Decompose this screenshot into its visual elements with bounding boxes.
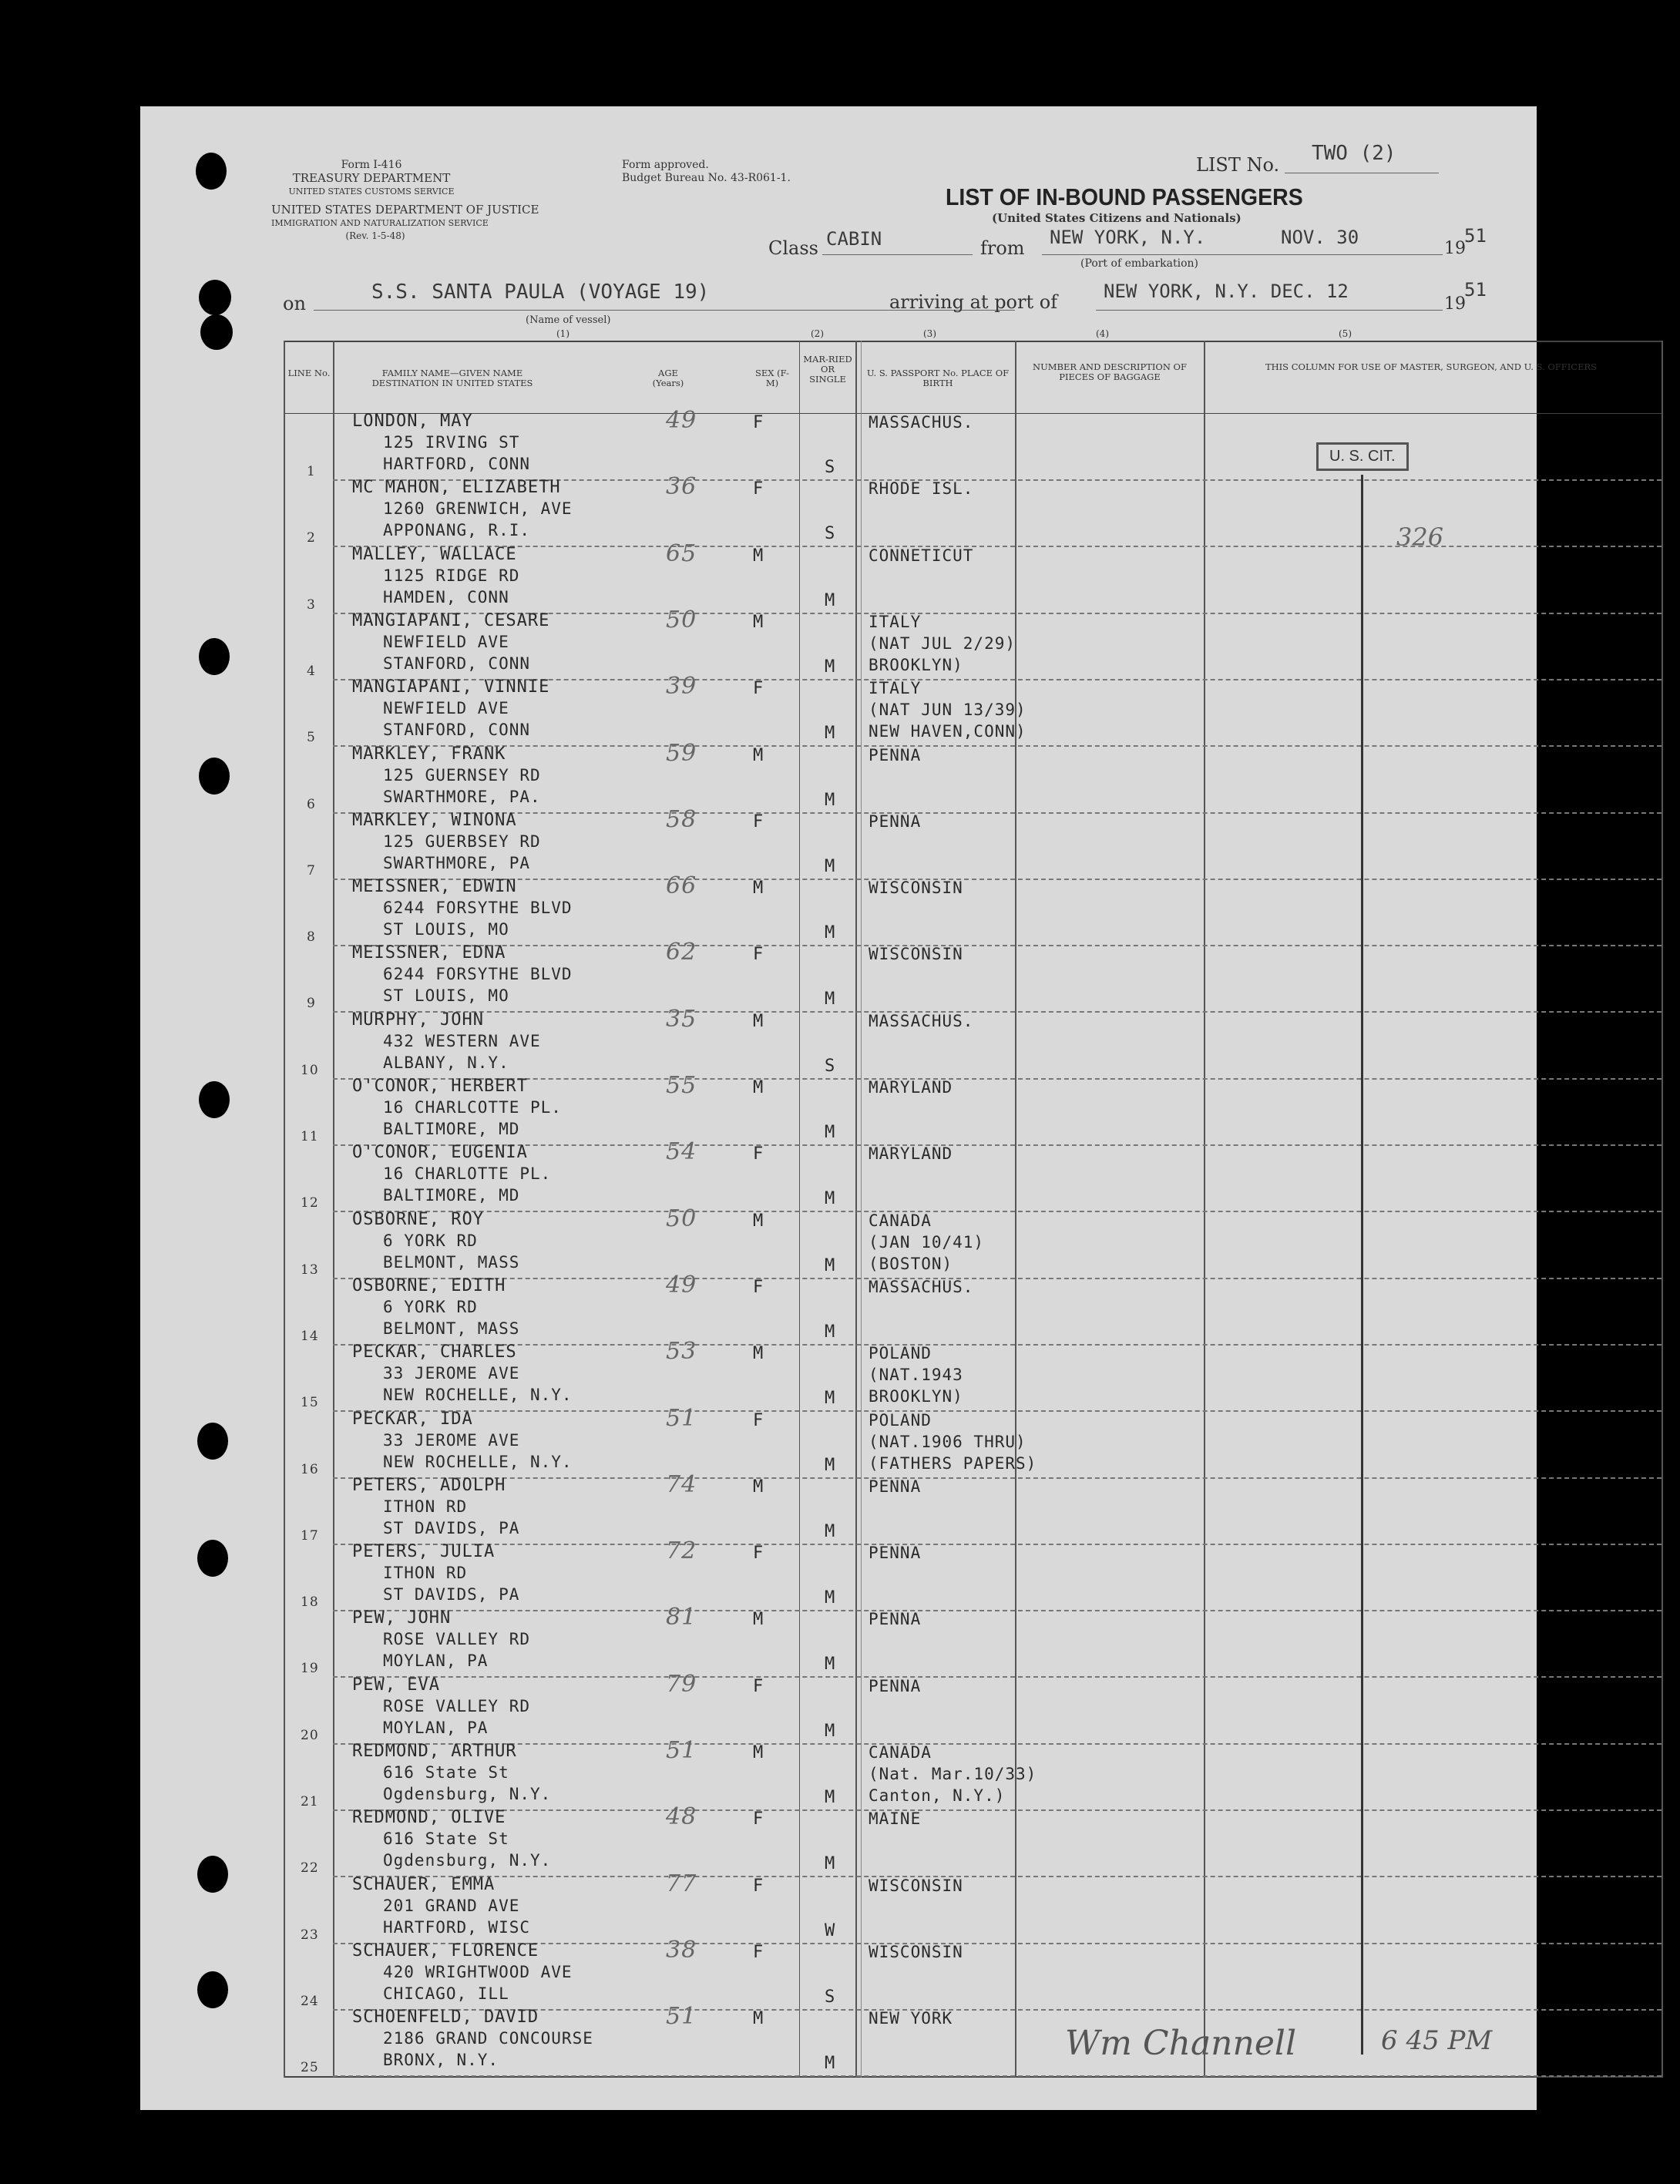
place-of-birth: NEW YORK xyxy=(869,2009,953,2028)
marital-status: M xyxy=(825,1655,836,1675)
table-row xyxy=(140,2003,1537,2077)
place-of-birth: (BOSTON) xyxy=(869,1254,953,1273)
vessel-name: S.S. SANTA PAULA (VOYAGE 19) xyxy=(371,281,710,304)
binder-hole xyxy=(196,153,227,190)
place-of-birth: WISCONSIN xyxy=(869,1942,963,1961)
from-year-prefix: 19 xyxy=(1444,239,1466,258)
passenger-sex: M xyxy=(753,1477,764,1497)
passenger-sex: M xyxy=(753,1078,764,1097)
place-of-birth: MASSACHUS. xyxy=(869,1011,974,1030)
passenger-sex: F xyxy=(753,1942,764,1962)
line-number: 9 xyxy=(307,996,316,1012)
passenger-city: STANFORD, CONN xyxy=(383,654,531,673)
marital-status: M xyxy=(825,990,836,1010)
place-of-birth: POLAND xyxy=(869,1344,932,1363)
marital-status: M xyxy=(825,790,836,810)
table-row xyxy=(140,1138,1537,1212)
binder-hole xyxy=(200,314,233,350)
passenger-name: REDMOND, ARTHUR xyxy=(352,1742,517,1761)
passenger-city: BALTIMORE, MD xyxy=(383,1120,520,1138)
passenger-address: 16 CHARLOTTE PL. xyxy=(383,1164,552,1184)
passenger-sex: M xyxy=(753,1011,764,1031)
place-of-birth: MARYLAND xyxy=(869,1144,953,1164)
passenger-address: 33 JEROME AVE xyxy=(383,1364,520,1383)
place-of-birth: ITALY xyxy=(869,612,922,631)
passenger-name: MEISSNER, EDNA xyxy=(352,943,506,963)
marital-status: M xyxy=(825,1389,836,1409)
passenger-sex: F xyxy=(753,1676,764,1696)
line-number: 15 xyxy=(301,1395,319,1411)
passenger-sex: F xyxy=(753,1876,764,1896)
marital-status: M xyxy=(825,1255,836,1275)
marital-status: W xyxy=(825,1920,836,1940)
line-number: 18 xyxy=(301,1594,319,1611)
marital-status: M xyxy=(825,657,836,677)
place-of-birth: WISCONSIN xyxy=(869,879,963,898)
line-number: 23 xyxy=(301,1927,319,1943)
place-of-birth: WISCONSIN xyxy=(869,945,963,964)
passenger-city: ALBANY, N.Y. xyxy=(383,1053,509,1072)
passenger-city: BELMONT, MASS xyxy=(383,1319,520,1338)
marital-status: S xyxy=(825,1987,836,2007)
line-number: 1 xyxy=(307,464,316,479)
marital-status: M xyxy=(825,856,836,876)
header-baggage: NUMBER AND DESCRIPTION OF PIECES OF BAGGAGE xyxy=(1033,361,1187,382)
header-passport: U. S. PASSPORT No. PLACE OF BIRTH xyxy=(866,368,1010,388)
table-row xyxy=(140,1470,1537,1545)
line-number: 25 xyxy=(301,2060,319,2076)
passenger-sex: F xyxy=(753,413,764,432)
passenger-age: 79 xyxy=(666,1670,697,1698)
marital-status: M xyxy=(825,1854,836,1874)
from-date: NOV. 30 xyxy=(1281,227,1359,248)
arrival-underline xyxy=(1096,310,1443,311)
line-number: 3 xyxy=(307,596,316,613)
passenger-city: NEW ROCHELLE, N.Y. xyxy=(383,1452,573,1471)
passenger-address: 616 State St xyxy=(383,1763,509,1782)
marital-status: M xyxy=(825,1189,836,1209)
place-of-birth: (NAT.1943 xyxy=(869,1366,963,1385)
form-header-left xyxy=(279,159,464,198)
passenger-city: SWARTHMORE, PA. xyxy=(383,787,541,806)
list-no-value: TWO (2) xyxy=(1312,142,1396,165)
passenger-city: Ogdensburg, N.Y. xyxy=(383,1851,552,1870)
line-number: 2 xyxy=(307,530,316,546)
passenger-sex: M xyxy=(753,745,764,765)
form-header-left-2 xyxy=(271,203,539,243)
place-of-birth: POLAND xyxy=(869,1410,932,1430)
passenger-age: 48 xyxy=(666,1803,697,1831)
table-row xyxy=(140,1005,1537,1080)
budget-text: Budget Bureau No. 43-R061-1. xyxy=(622,172,791,184)
table-row xyxy=(140,805,1537,880)
passenger-name: SCHAUER, FLORENCE xyxy=(352,1940,539,1961)
passenger-age: 49 xyxy=(666,1271,697,1299)
passenger-age: 49 xyxy=(666,407,697,434)
marital-status: M xyxy=(825,1322,836,1342)
passenger-city: ST LOUIS, MO xyxy=(383,920,509,939)
passenger-city: STANFORD, CONN xyxy=(383,721,531,740)
line-number: 17 xyxy=(301,1527,319,1544)
passenger-name: PECKAR, IDA xyxy=(352,1409,473,1429)
colnum-5: (5) xyxy=(1339,328,1352,339)
passenger-sex: F xyxy=(753,1277,764,1297)
passenger-name: MEISSNER, EDWIN xyxy=(352,877,517,897)
passenger-age: 53 xyxy=(666,1338,697,1366)
table-row xyxy=(140,1271,1537,1346)
arrival-port: NEW YORK, N.Y. DEC. 12 xyxy=(1104,281,1349,302)
passenger-name: PEW, JOHN xyxy=(352,1608,452,1628)
passenger-age: 51 xyxy=(666,2003,697,2031)
passenger-city: HARTFORD, WISC xyxy=(383,1917,531,1937)
passenger-age: 35 xyxy=(666,1005,697,1033)
passenger-city: BELMONT, MASS xyxy=(383,1252,520,1272)
passenger-address: 1125 RIDGE RD xyxy=(383,566,520,585)
place-of-birth: ITALY xyxy=(869,679,922,698)
marital-status: M xyxy=(825,1521,836,1541)
class-label: Class xyxy=(768,237,818,259)
marital-status: M xyxy=(825,1721,836,1741)
passenger-age: 59 xyxy=(666,739,697,767)
place-of-birth: (FATHERS PAPERS) xyxy=(869,1453,1037,1473)
passenger-city: SWARTHMORE, PA xyxy=(383,853,531,872)
marital-status: M xyxy=(825,590,836,610)
passenger-address: 33 JEROME AVE xyxy=(383,1430,520,1450)
place-of-birth: MARYLAND xyxy=(869,1078,953,1097)
passenger-city: ST DAVIDS, PA xyxy=(383,1518,520,1537)
marital-status: S xyxy=(825,458,836,477)
passenger-name: OSBORNE, EDITH xyxy=(352,1275,506,1295)
table-row xyxy=(140,739,1537,814)
row-divider xyxy=(333,2075,1662,2077)
header-officers: THIS COLUMN FOR USE OF MASTER, SURGEON, AND U. S. OFFICERS xyxy=(1265,361,1598,372)
passenger-age: 39 xyxy=(666,673,697,701)
passenger-address: 432 WESTERN AVE xyxy=(383,1031,541,1050)
passenger-name: MALLEY, WALLACE xyxy=(352,544,517,564)
table-row xyxy=(140,1205,1537,1279)
passenger-address: 125 GUERNSEY RD xyxy=(383,765,541,785)
from-underline xyxy=(1042,254,1443,255)
binder-hole xyxy=(199,280,231,315)
passenger-sex: F xyxy=(753,945,764,965)
passenger-sex: F xyxy=(753,1544,764,1564)
place-of-birth: MASSACHUS. xyxy=(869,413,974,432)
line-number: 19 xyxy=(301,1661,319,1677)
place-of-birth: (NAT JUL 2/29) xyxy=(869,633,1016,653)
passenger-name: PEW, EVA xyxy=(352,1675,440,1695)
passenger-address: 6 YORK RD xyxy=(383,1297,478,1316)
passenger-sex: M xyxy=(753,1743,764,1762)
passenger-sex: F xyxy=(753,1410,764,1430)
us-citizen-stamp: U. S. CIT. xyxy=(1316,442,1409,471)
line-number: 12 xyxy=(301,1195,319,1211)
passenger-name: MANGIAPANI, CESARE xyxy=(352,610,550,630)
document-title: LIST OF IN-BOUND PASSENGERS xyxy=(946,183,1303,210)
table-row xyxy=(140,1404,1537,1479)
passenger-name: SCHAUER, EMMA xyxy=(352,1874,496,1894)
list-no-label: LIST No. xyxy=(1196,154,1280,176)
passenger-sex: M xyxy=(753,546,764,566)
place-of-birth: (NAT.1906 THRU) xyxy=(869,1432,1026,1451)
place-of-birth: BROOKLYN) xyxy=(869,655,963,674)
marital-status: S xyxy=(825,524,836,544)
line-number: 22 xyxy=(301,1860,319,1877)
place-of-birth: MASSACHUS. xyxy=(869,1277,974,1296)
place-of-birth: PENNA xyxy=(869,1544,922,1563)
passenger-city: HAMDEN, CONN xyxy=(383,587,509,606)
passenger-address: NEWFIELD AVE xyxy=(383,632,509,651)
line-number: 11 xyxy=(301,1129,319,1144)
header-sex: SEX (F-M) xyxy=(755,368,789,388)
officers-bracket-line xyxy=(1361,475,1363,2055)
passenger-age: 81 xyxy=(666,1604,697,1631)
line-number: 20 xyxy=(301,1727,319,1743)
header-married: MAR-RIED OR SINGLE xyxy=(803,354,852,385)
table-row xyxy=(140,1803,1537,1877)
table-row xyxy=(140,939,1537,1013)
passenger-age: 51 xyxy=(666,1404,697,1432)
table-row xyxy=(140,1072,1537,1146)
header-line-no: LINE No. xyxy=(287,368,331,378)
line-number: 7 xyxy=(307,862,316,879)
passenger-name: MANGIAPANI, VINNIE xyxy=(352,677,550,697)
table-row xyxy=(140,1537,1537,1611)
table-row xyxy=(140,1870,1537,1944)
marital-status: M xyxy=(825,1455,836,1475)
passenger-address: 1260 GRENWICH, AVE xyxy=(383,499,573,519)
passenger-age: 50 xyxy=(666,606,697,633)
colnum-2: (2) xyxy=(811,328,824,339)
passenger-city: ST LOUIS, MO xyxy=(383,986,509,1006)
place-of-birth: CANADA xyxy=(869,1211,932,1230)
passenger-age: 74 xyxy=(666,1470,697,1498)
passenger-city: APPONANG, R.I. xyxy=(383,521,531,540)
place-of-birth: NEW HAVEN,CONN) xyxy=(869,722,1026,741)
passenger-age: 72 xyxy=(666,1537,697,1565)
passenger-name: LONDON, MAY xyxy=(352,412,473,431)
signature-time: 6 45 PM xyxy=(1381,2025,1493,2056)
passenger-city: MOYLAN, PA xyxy=(383,1651,489,1671)
line-number: 24 xyxy=(301,1993,319,2009)
justice-dept: UNITED STATES DEPARTMENT OF JUSTICE xyxy=(271,203,539,217)
approved-text: Form approved. xyxy=(622,159,709,171)
passenger-address: ROSE VALLEY RD xyxy=(383,1696,531,1715)
table-row xyxy=(140,539,1537,614)
passenger-address: 6244 FORSYTHE BLVD xyxy=(383,965,573,984)
marital-status: M xyxy=(825,1123,836,1142)
passenger-name: O'CONOR, EUGENIA xyxy=(352,1143,528,1163)
from-label: from xyxy=(980,237,1025,259)
passenger-city: BRONX, N.Y. xyxy=(383,2051,499,2070)
passenger-name: PETERS, JULIA xyxy=(352,1542,496,1562)
colnum-3: (3) xyxy=(923,328,936,339)
passenger-age: 55 xyxy=(666,1072,697,1099)
passenger-sex: F xyxy=(753,811,764,832)
place-of-birth: (JAN 10/41) xyxy=(869,1232,985,1252)
passenger-sex: F xyxy=(753,1144,764,1164)
table-row xyxy=(140,872,1537,946)
passenger-address: 2186 GRAND CONCOURSE xyxy=(383,2029,593,2048)
marital-status: M xyxy=(825,923,836,943)
passenger-sex: M xyxy=(753,879,764,899)
vessel-note: (Name of vessel) xyxy=(526,314,611,326)
treasury-dept: TREASURY DEPARTMENT xyxy=(292,171,451,185)
line-number: 8 xyxy=(307,929,316,946)
passenger-city: MOYLAN, PA xyxy=(383,1718,489,1737)
table-row xyxy=(140,1604,1537,1678)
passenger-name: O'CONOR, HERBERT xyxy=(352,1077,528,1096)
passenger-name: MARKLEY, WINONA xyxy=(352,810,517,830)
passenger-city: CHICAGO, ILL xyxy=(383,1984,509,2003)
place-of-birth: CONNETICUT xyxy=(869,546,974,565)
form-approved xyxy=(622,159,791,185)
passenger-name: MURPHY, JOHN xyxy=(352,1010,484,1030)
passenger-age: 58 xyxy=(666,805,697,833)
annotation-326: 326 xyxy=(1396,522,1444,552)
arrival-year: 51 xyxy=(1464,279,1487,301)
port-embarkation-note: (Port of embarkation) xyxy=(1080,257,1198,270)
passenger-name: SCHOENFELD, DAVID xyxy=(352,2008,539,2028)
passenger-address: 616 State St xyxy=(383,1830,509,1849)
passenger-age: 65 xyxy=(666,539,697,567)
arriving-label: arriving at port of xyxy=(889,291,1058,313)
passenger-name: OSBORNE, ROY xyxy=(352,1209,484,1229)
passenger-address: 6244 FORSYTHE BLVD xyxy=(383,899,573,918)
place-of-birth: PENNA xyxy=(869,1610,922,1629)
passenger-city: NEW ROCHELLE, N.Y. xyxy=(383,1386,573,1405)
place-of-birth: Canton, N.Y.) xyxy=(869,1786,1006,1805)
place-of-birth: (NAT JUN 13/39) xyxy=(869,701,1026,720)
place-of-birth: PENNA xyxy=(869,811,922,831)
revision: (Rev. 1-5-48) xyxy=(345,230,405,241)
passenger-name: PECKAR, CHARLES xyxy=(352,1342,517,1362)
place-of-birth: PENNA xyxy=(869,1676,922,1695)
line-number: 14 xyxy=(301,1328,319,1344)
line-number: 6 xyxy=(307,796,316,812)
line-number: 13 xyxy=(301,1262,319,1278)
passenger-age: 66 xyxy=(666,872,697,900)
passenger-address: ITHON RD xyxy=(383,1564,468,1583)
passenger-age: 51 xyxy=(666,1737,697,1764)
passenger-city: HARTFORD, CONN xyxy=(383,455,531,473)
officer-signature: Wm Channell xyxy=(1065,2024,1297,2063)
table-row xyxy=(140,1670,1537,1745)
table-row xyxy=(140,473,1537,547)
passenger-age: 62 xyxy=(666,939,697,966)
colnum-4: (4) xyxy=(1096,328,1109,339)
passenger-sex: M xyxy=(753,1610,764,1630)
passenger-address: ROSE VALLEY RD xyxy=(383,1630,531,1649)
customs-service: UNITED STATES CUSTOMS SERVICE xyxy=(288,186,455,197)
passenger-sex: M xyxy=(753,1211,764,1231)
marital-status: M xyxy=(825,724,836,744)
passenger-sex: M xyxy=(753,2009,764,2029)
table-row xyxy=(140,1737,1537,1811)
marital-status: M xyxy=(825,1588,836,1608)
passenger-address: 201 GRAND AVE xyxy=(383,1896,520,1915)
place-of-birth: PENNA xyxy=(869,1477,922,1496)
table-row xyxy=(140,1936,1537,2011)
passenger-address: 6 YORK RD xyxy=(383,1231,478,1250)
passenger-city: Ogdensburg, N.Y. xyxy=(383,1785,552,1803)
passenger-name: REDMOND, OLIVE xyxy=(352,1808,506,1828)
arrival-year-prefix: 19 xyxy=(1444,294,1466,314)
passenger-name: PETERS, ADOLPH xyxy=(352,1475,506,1495)
passenger-address: NEWFIELD AVE xyxy=(383,699,509,718)
passenger-age: 50 xyxy=(666,1205,697,1232)
place-of-birth: RHODE ISL. xyxy=(869,479,974,499)
place-of-birth: PENNA xyxy=(869,745,922,764)
from-port: NEW YORK, N.Y. xyxy=(1050,227,1206,248)
col-divider-right xyxy=(1662,341,1663,2078)
header-name: FAMILY NAME—GIVEN NAME DESTINATION IN UNITED STATES xyxy=(371,368,533,388)
place-of-birth: CANADA xyxy=(869,1743,932,1762)
colnum-1: (1) xyxy=(556,328,570,339)
passenger-address: 16 CHARLCOTTE PL. xyxy=(383,1098,562,1117)
passenger-age: 77 xyxy=(666,1870,697,1897)
place-of-birth: (Nat. Mar.10/33) xyxy=(869,1765,1037,1783)
line-number: 16 xyxy=(301,1461,319,1477)
place-of-birth: BROOKLYN) xyxy=(869,1387,963,1406)
passenger-age: 38 xyxy=(666,1936,697,1964)
manifest-page xyxy=(140,106,1598,2110)
passenger-address: 125 GUERBSEY RD xyxy=(383,832,541,851)
from-year: 51 xyxy=(1464,225,1487,247)
marital-status: S xyxy=(825,1056,836,1076)
passenger-age: 36 xyxy=(666,473,697,501)
on-label: on xyxy=(283,293,306,314)
passenger-address: 420 WRIGHTWOOD AVE xyxy=(383,1962,573,1981)
passenger-city: BALTIMORE, MD xyxy=(383,1186,520,1205)
passenger-name: MC MAHON, ELIZABETH xyxy=(352,478,561,498)
passenger-sex: F xyxy=(753,679,764,699)
passenger-address: ITHON RD xyxy=(383,1497,468,1516)
passenger-age: 54 xyxy=(666,1138,697,1166)
passenger-name: MARKLEY, FRANK xyxy=(352,744,506,764)
class-value: CABIN xyxy=(826,228,882,250)
document-subtitle: (United States Citizens and Nationals) xyxy=(992,211,1242,225)
line-number: 5 xyxy=(307,730,316,746)
line-number: 10 xyxy=(301,1062,319,1078)
header-age: AGE (Years) xyxy=(652,368,684,388)
class-underline xyxy=(822,254,973,255)
marital-status: M xyxy=(825,2054,836,2074)
passenger-city: ST DAVIDS, PA xyxy=(383,1585,520,1604)
table-row xyxy=(140,606,1537,680)
line-number: 21 xyxy=(301,1794,319,1809)
marital-status: M xyxy=(825,1788,836,1807)
table-row xyxy=(140,1338,1537,1412)
passenger-sex: M xyxy=(753,1344,764,1364)
form-number: Form I-416 xyxy=(341,159,402,171)
ins-service: IMMIGRATION AND NATURALIZATION SERVICE xyxy=(271,218,489,228)
passenger-sex: F xyxy=(753,479,764,499)
passenger-address: 125 IRVING ST xyxy=(383,433,520,452)
line-number: 4 xyxy=(307,663,316,679)
table-top-border xyxy=(284,341,1663,342)
passenger-sex: F xyxy=(753,1809,764,1830)
place-of-birth: MAINE xyxy=(869,1809,922,1829)
place-of-birth: WISCONSIN xyxy=(869,1876,963,1895)
table-row xyxy=(140,673,1537,747)
passenger-sex: M xyxy=(753,612,764,632)
